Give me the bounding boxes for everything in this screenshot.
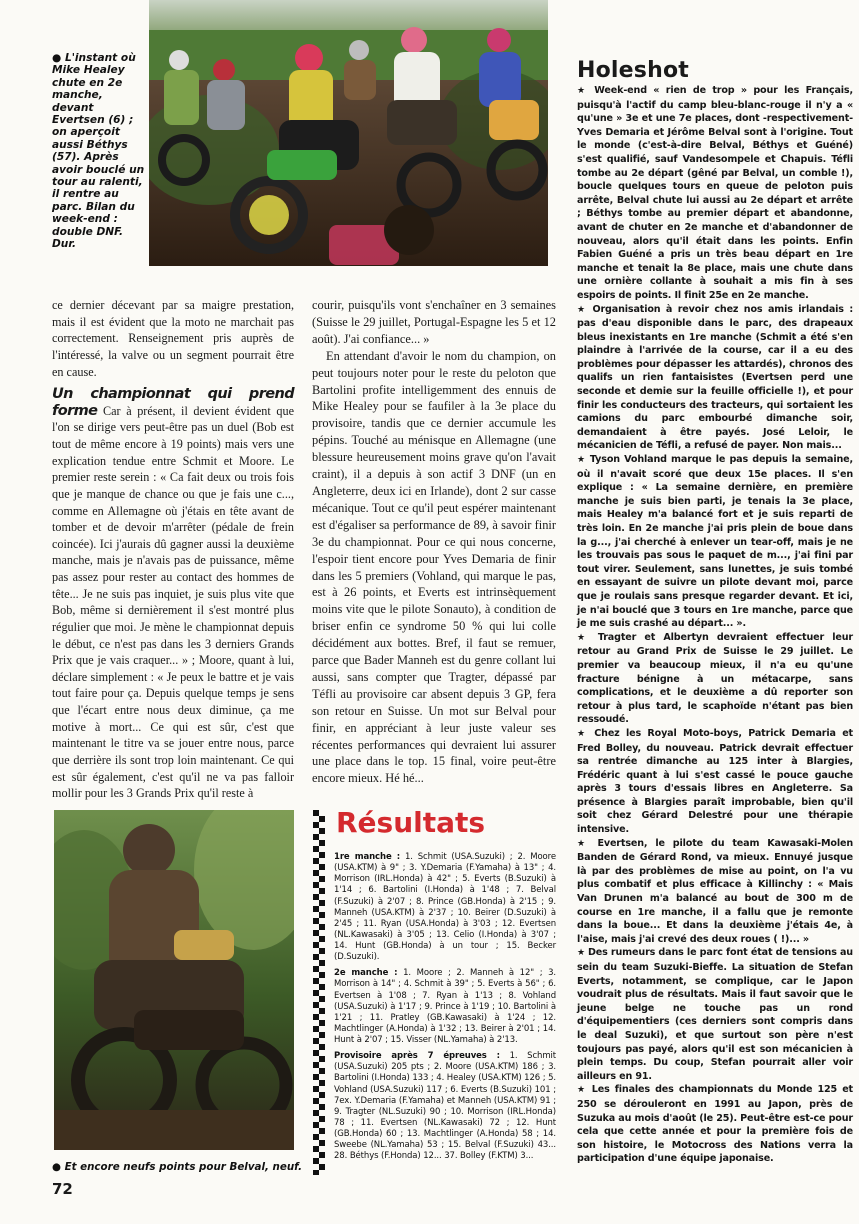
- holeshot-item: ★ Week-end « rien de trop » pour les Français, puisqu'à l'actif du camp bleu-blanc-rouge il n'y a « qu'une » 3e et une 7e places, dont -respectivement- Yves Demaria et Jérôme Belval sont à l'origine. Tout le monde (c'est-à-dire Belval, Béthys et Guéné) s'est qualifié, sauf Vandesompele et Chapuis. Téfli tombe au 2e départ (gêné par Belval, un comble !), boucle quelques tours en queue de peloton puis arrête, Belval chute lui aussi au 2e départ et arrête ; Béthys tombe au premier départ et abandonne, avant de chuter en 2e manche et d'abandonner de nouveau, alors qu'il était dans les points. Enfin Fabien Guéné a pris un très beau départ en 1re manche et tenait la 8e place, mais une chute dans une ornière collante à souhait a mis fin à ses espoirs de points. Il finit 25e en 2e manche.: [577, 85, 853, 301]
- star-icon: ★: [577, 728, 595, 739]
- results-block: [334, 852, 556, 1167]
- star-icon: ★: [577, 632, 598, 643]
- article-paragraph: Un championnat qui prend forme Car à présent, il devient évident que l'on se dirige vers peut-être pas un duel (Bob est tout de même encore à 19 points) mais vers une explication tendue entre Schmit et Moore. Le premier reste serein : « Ca fait deux ou trois fois que je manque de chance ou que je fais une c..., comme en Allemagne où j'étais en tête avant de tomber et de devoir m'arrêter (pédale de frein coincée). Ici j'aurais dû gagner aussi la deuxième manche, mais je n'avais pas de puissance, même pas assez pour rester au contact des hommes de tête... Je ne suis pas inquiet, je suis plus vite que Bob, même si dernièrement il s'est montré plus régulier que moi. Je mène le championnat depuis le début, ce n'est pas dans les 3 derniers Grands Prix que je vais craquer... » ; Moore, quant à lui, déclare simplement : « Je peux le battre et je vais tout faire pour ça. Depuis quelque temps je sens que l'écart entre nous deux diminue, ça me motive à mort... Ce qui est sûr, c'est que maintenant le titre va se jouer entre nous, parce que derrière ils sont trop loin maintenant. Ce qui est sûr également, c'est qu'il ne va pas falloir mollir pour les 3 Grands Prix qu'il reste à: [52, 386, 294, 801]
- results-title: Résultats: [336, 806, 486, 839]
- top-photo: [149, 0, 548, 266]
- holeshot-item: ★ Chez les Royal Moto-boys, Patrick Demaria et Fred Bolley, du nouveau. Patrick devrait effectuer sa rentrée dimanche au 125 inter à Blargies, Frédéric quant à lui s'est cassé le pouce gauche après 3 tours d'essais libres en Angleterre. Sa présence à Blargies paraît improbable, bien qu'il soit chez Gérard Delestré pour une thérapie intensive.: [577, 727, 853, 836]
- article-column-2: [312, 297, 556, 787]
- article-paragraph: En attendant d'avoir le nom du champion, on peut toujours noter pour le reste du peloton que Bartolini profite intelligemment des ennuis de Mike Healey pour se faufiler à la 3e place du provisoire, tandis que ce dernier accumule les pépins. Touché au ménisque en Allemagne (une blessure heureusement moins grave qu'on l'avait craint), il a depuis à son actif 3 DNF (un en Angleterre, deux ici en Irlande), dont 2 sur casse mécanique. Tout ce qu'il peut espérer maintenant est d'égaliser sa performance de 89, à savoir finir 3e du championnat. Pour ce qui nous concerne, l'espoir tient encore pour Yves Demaria de finir dans les 5 premiers (Vohland, qui marque le pas, est à 26 points, et Everts est intrinsèquement moins vite que le pilote Sonauto), à condition de briser enfin ce syndrome 50 % qui lui colle décidément aux bottes. Bref, il faut se remuer, parce que Bader Manneh est du genre collant lui aussi, sans compter que Tragter, dépassé par Téfli au provisoire car absent depuis 3 GP, fera son retour en Suisse. Un mot sur Belval pour finir, en appréciant à leur juste valeur ses récentes performances qui devraient lui assurer une place dans le top. 15 final, voire peut-être encore mieux. Hé hé...: [312, 348, 556, 786]
- bullet-icon: ●: [52, 52, 65, 64]
- holeshot-title: Holeshot: [577, 58, 689, 83]
- star-icon: ★: [577, 948, 588, 959]
- checker-border: [319, 810, 325, 1175]
- holeshot-item: ★ Tragter et Albertyn devraient effectuer leur retour au Grand Prix de Suisse le 29 juillet. Le premier va beaucoup mieux, il n'a eu qu'une fracture bénigne à un métacarpe, sans complications, et le deuxième a dû reporter son retour à plus tard, le scaphoïde n'étant pas bien ressoudé.: [577, 631, 854, 726]
- top-photo-caption: ● L'instant où Mike Healey chute en 2e manche, devant Evertsen (6) ; on aperçoit aussi Béthys (57). Après avoir bouclé un tour au ralenti, il rentre au parc. Bilan du week-end : double DNF. Dur.: [52, 52, 145, 251]
- holeshot-item: ★ Tyson Vohland marque le pas depuis la semaine, où il n'avait scoré que deux 15e places. Il s'en explique : « La semaine dernière, en première manche je suis bien parti, je tenais la 3e place, mais Healey m'a balancé fort et je suis reparti de très loin. En 2e manche j'ai pris plein de boue dans la g..., j'ai cherché à enlever un tear-off, mais je ne les trouvais pas sous le paquet de m..., j'ai fini par tout virer. Seulement, sans lunettes, je suis tombé en essayant de suivre un pilote devant moi, parce que je roulais sans presque regarder devant. Et ici, je n'ai bouclé que 3 tours en 1re manche, parce que je me suis crashé au départ... ».: [577, 454, 853, 630]
- article-column-1: [52, 297, 294, 802]
- results-manche-2: 2e manche : 1. Moore ; 2. Manneh à 12" ; 3. Morrison à 14" ; 4. Schmit à 39" ; 5. Everts à 56" ; 6. Evertsen à 1'08 ; 7. Ryan à 1'13 ; 8. Vohland (USA.Suzuki) à 1'17 ; 9. Prince à 1'19 ; 10. Bartolini à 1'21 ; 11. Pratley (GB.Kawasaki) à 1'24 ; 12. Machtlinger (A.Honda) à 1'32 ; 13. Beirer à 2'01 ; 14. Hunt à 2'07 ; 15. Visser (NL.Yamaha) à 2'13.: [334, 968, 556, 1045]
- star-icon: ★: [577, 455, 590, 466]
- section-subhead: Un championnat qui prend forme: [52, 386, 294, 419]
- bottom-photo: [54, 810, 294, 1150]
- star-icon: ★: [577, 86, 595, 96]
- bullet-icon: ●: [52, 1161, 65, 1173]
- star-icon: ★: [577, 1085, 592, 1096]
- bottom-photo-caption: ● Et encore neufs points pour Belval, neuf.: [52, 1161, 302, 1173]
- holeshot-item: ★ Organisation à revoir chez nos amis irlandais : pas d'eau disponible dans le parc, des drapeaux bleus inexistants en 1re manche (Schmit a été s'en plaindre à l'arrivée de la course, car il a eu des problèmes pour dépasser les attardés), chronos des qualifs un rien fantaisistes (Evertsen perd une seconde et demie sur la feuille officielle !), et pour finir les conducteurs des tracteurs, qui sortaient les camions du parc embourbé dimanche soir, demandaient à être payés. José Leloir, le mécanicien de Téfli, a refusé de payer. Non mais...: [577, 303, 854, 452]
- article-paragraph: courir, puisqu'ils vont s'enchaîner en 3 semaines (Suisse le 29 juillet, Portugal-Espagne les 5 et 12 août). J'ai confiance... »: [312, 298, 556, 346]
- motocross-pack-photo: [149, 0, 548, 266]
- rider-in-mud-photo: [54, 810, 294, 1150]
- holeshot-column: [577, 84, 853, 1166]
- star-icon: ★: [577, 304, 593, 315]
- article-paragraph: ce dernier décevant par sa maigre prestation, mais il est évident que la moto ne marchait pas correctement. Renseignement pris auprès de l'intéressé, la valve ou un segment pourrait être en cause.: [52, 298, 294, 379]
- results-provisional: Provisoire après 7 épreuves : 1. Schmit (USA.Suzuki) 205 pts ; 2. Moore (USA.KTM) 186 ; 3. Bartolini (I.Honda) 133 ; 4. Healey (USA.KTM) 126 ; 5. Vohland (USA.Suzuki) 117 ; 6. Everts (B.Suzuki) 101 ; 7ex. Y.Demaria (F.Yamaha) et Manneh (USA.KTM) 91 ; 9. Tragter (NL.Suzuki) 90 ; 10. Morrison (IRL.Honda) 78 ; 11. Evertsen (NL.Kawasaki) 72 ; 12. Hunt (GB.Honda) 60 ; 13. Machtlinger (A.Honda) 58 ; 14. Sweebe (NL.Yamaha) 53 ; 15. Belval (F.Suzuki) 43... 28. Béthys (F.Honda) 12... 37. Bolley (F.KTM) 3...: [334, 1051, 557, 1162]
- page-number: 72: [52, 1180, 73, 1198]
- holeshot-item: ★ Les finales des championnats du Monde 125 et 250 se dérouleront en 1991 au Japon, près de Suzuka au mois d'août (le 25). Peut-être est-ce pour cela que cette année et pour la première fois de son histoire, le Motocross des Nations verra la participation d'une équipe japonaise.: [577, 1084, 853, 1165]
- holeshot-item: ★ Evertsen, le pilote du team Kawasaki-Molen Banden de Gérard Rond, va mieux. Ennuyé jusque là par des problèmes de mise au point, on l'a vu plus combatif et plus efficace à Killinchy : « Mais Van Drunen m'a balancé au bout de 300 m de course en 1re manche, il a fallu que je remonte dans la boue... Et dans la deuxième j'étais 4e, à l'aise, mais j'ai crevé des deux roues ( !)... »: [577, 837, 854, 945]
- star-icon: ★: [577, 838, 598, 849]
- holeshot-item: ★ Des rumeurs dans le parc font état de tensions au sein du team Suzuki-Bieffe. La situation de Stefan Everts, notamment, se complique, car le Japon voudrait plus de résultats. Mais il faut savoir que le jeune belge ne touche pas un rond d'équipementiers (ces derniers sont compris dans le deal Suzuki), et que surtout son père n'est toujours pas payé, alors qu'il est son mécanicien à plein temps. Du coup, Stefan pourrait aller voir ailleurs en 91.: [577, 947, 853, 1082]
- results-manche-1: 1re manche : 1. Schmit (USA.Suzuki) ; 2. Moore (USA.KTM) à 9" ; 3. Y.Demaria (F.Yamaha) à 13" ; 4. Morrison (IRL.Honda) à 42" ; 5. Everts (B.Suzuki) à 1'14 ; 6. Bartolini (I.Honda) à 1'48 ; 7. Belval (F.Suzuki) à 2'07 ; 8. Prince (GB.Honda) à 2'15 ; 9. Manneh (USA.KTM) à 2'37 ; 10. Beirer (D.Suzuki) à 2'45 ; 11. Ryan (USA.Honda) à 3'03 ; 12. Evertsen (NL.Kawasaki) à 3'05 ; 13. Celio (I.Honda) à 3'07 ; 14. Hunt (GB.Honda) à un tour ; 15. Becker (D.Suzuki).: [334, 852, 556, 963]
